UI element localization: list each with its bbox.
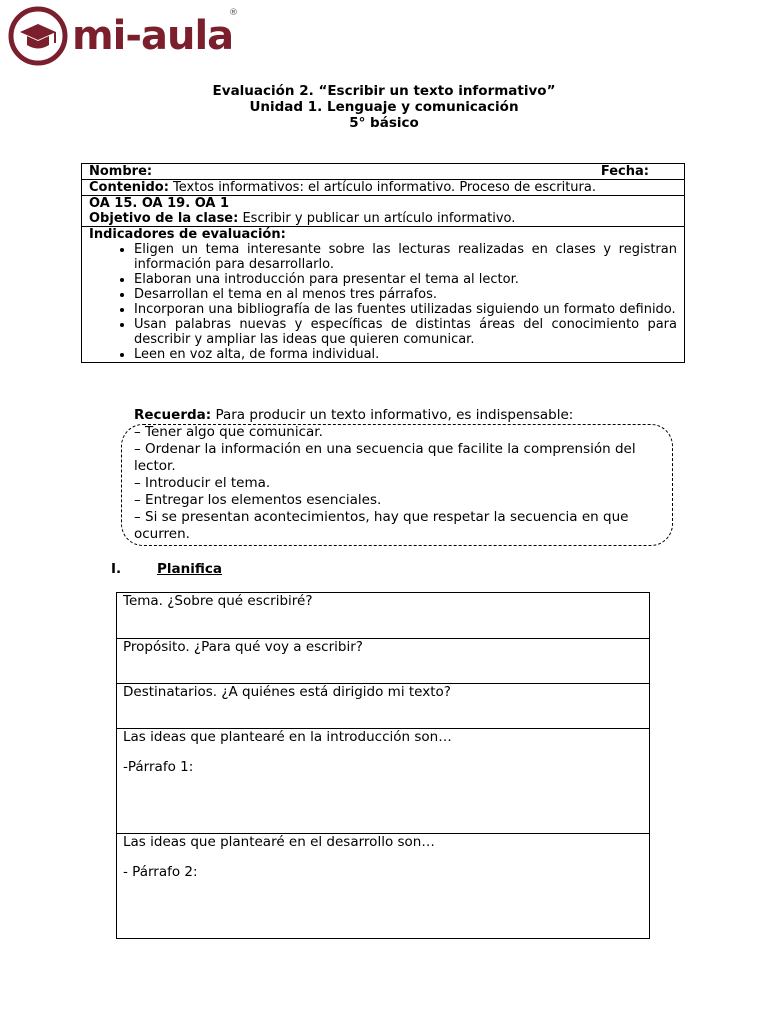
list-item: – Introducir el tema. [134, 475, 271, 491]
oa-codes: OA 15. OA 19. OA 1 [89, 196, 230, 211]
list-item: • Usan palabras nuevas y específicas de distintas áreas del conocimiento para describir y ampliar las ideas que quieren comunicar. [134, 317, 677, 347]
plan-row-proposito[interactable] [117, 639, 650, 684]
graduation-cap-icon [8, 6, 68, 66]
plan-row-label: Propósito. ¿Para qué voy a escribir? [123, 639, 363, 655]
indicators-row [82, 227, 685, 363]
objective-text: Escribir y publicar un artículo informativo. [238, 211, 516, 226]
section-number: I. [111, 561, 122, 577]
logo-text: mi-aula [72, 13, 234, 59]
list-item: – Ordenar la información en una secuencia que facilite la comprensión del lector. [134, 441, 636, 474]
plan-row-label: Las ideas que plantearé en el desarrollo son… [123, 834, 435, 850]
section-heading [111, 561, 222, 577]
recuerda-intro [134, 407, 573, 423]
content-label: Contenido: [89, 180, 169, 195]
list-item: • Incorporan una bibliografía de las fuentes utilizadas siguiendo un formato definido. [134, 302, 677, 317]
info-table [81, 163, 685, 363]
plan-row-desarrollo[interactable] [117, 834, 650, 939]
paragraph-1-label: -Párrafo 1: [123, 759, 194, 775]
plan-row-destinatarios[interactable] [117, 684, 650, 729]
plan-row-label: Tema. ¿Sobre qué escribiré? [123, 593, 313, 609]
unit-title: Unidad 1. Lenguaje y comunicación [249, 99, 519, 115]
name-label: Nombre: [89, 164, 153, 179]
content-text: Textos informativos: el artículo informativo. Proceso de escritura. [168, 180, 596, 195]
list-item: – Tener algo que comunicar. [134, 424, 323, 440]
plan-row-label: Las ideas que plantearé en la introducción son… [123, 729, 452, 745]
brand-logo [8, 6, 233, 66]
recuerda-intro-text: Para producir un texto informativo, es indispensable: [211, 407, 574, 423]
indicators-label: Indicadores de evaluación: [89, 227, 286, 242]
grade-title: 5° básico [349, 115, 419, 131]
section-title: Planifica [157, 561, 222, 577]
paragraph-2-label: - Párrafo 2: [123, 864, 198, 880]
indicators-list [89, 242, 677, 362]
objective-label: Objetivo de la clase: [89, 211, 239, 226]
list-item: • Elaboran una introducción para presentar el tema al lector. [134, 272, 677, 287]
name-date-row [82, 164, 685, 180]
date-label: Fecha: [600, 164, 649, 179]
list-item: – Si se presentan acontecimientos, hay que respetar la secuencia en que ocurren. [134, 509, 629, 542]
list-item: • Eligen un tema interesante sobre las lecturas realizadas en clases y registran información para desarrollarlo. [134, 242, 677, 272]
list-item: • Leen en voz alta, de forma individual. [134, 347, 677, 362]
oa-objective-row [82, 196, 685, 227]
recuerda-label: Recuerda: [134, 407, 212, 423]
recuerda-list [134, 424, 664, 543]
list-item: – Entregar los elementos esenciales. [134, 492, 382, 508]
plan-row-tema[interactable] [117, 593, 650, 639]
plan-table [116, 592, 650, 939]
registered-mark: ® [229, 8, 238, 18]
content-row [82, 180, 685, 196]
plan-row-introduccion[interactable] [117, 729, 650, 834]
list-item: • Desarrollan el tema en al menos tres párrafos. [134, 287, 677, 302]
page-title: Evaluación 2. “Escribir un texto informativo” [212, 83, 556, 99]
plan-row-label: Destinatarios. ¿A quiénes está dirigido mi texto? [123, 684, 451, 700]
